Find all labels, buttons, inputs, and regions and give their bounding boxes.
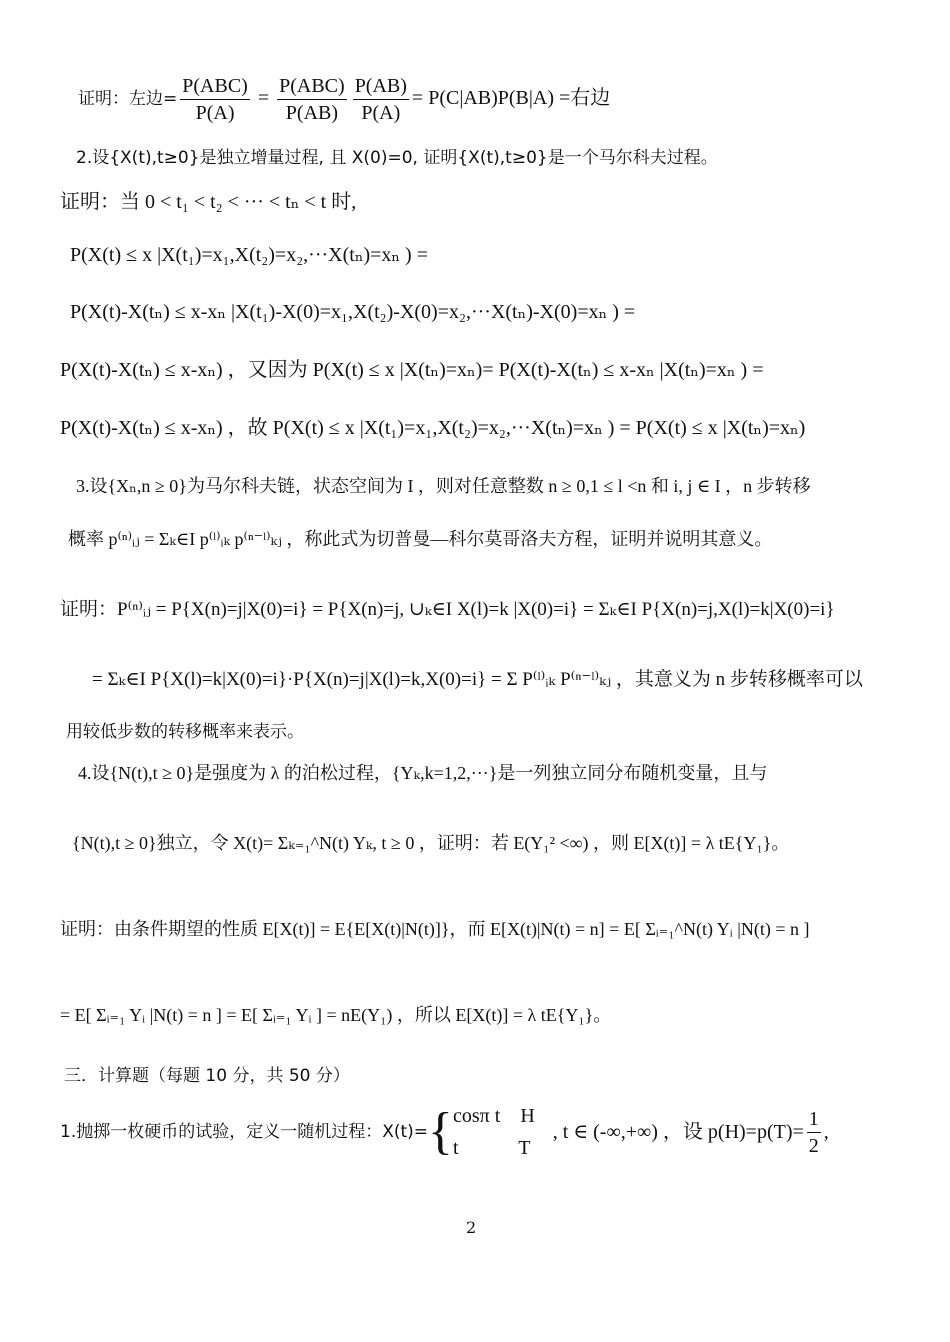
problem-3: 3.设{Xₙ,n ≥ 0}为马尔科夫链，状态空间为 I ，则对任意整数 n ≥ 0,1 ≤ l <n 和 i, j ∈ I ，n 步转移 bbox=[76, 476, 811, 496]
problem-3-cont: 概率 p⁽ⁿ⁾ᵢⱼ = Σₖ∈I p⁽ˡ⁾ᵢₖ p⁽ⁿ⁻ˡ⁾ₖⱼ ，称此式为切普曼—科尔莫哥洛夫方程，证明并说明其意义。 bbox=[68, 529, 773, 549]
fraction-1: $\frac{\text{P(ABC)}}{P(A)}$ bbox=[182, 75, 248, 124]
proof-label: 证明：左边= bbox=[78, 89, 178, 110]
proof-4-line-1: 证明：由条件期望的性质 E[X(t)] = E{E[X(t)|N(t)]}，而 E[X(t)|N(t) = n] = E[ Σᵢ₌₁^N(t) Yᵢ |N(t) = n ] bbox=[60, 919, 810, 939]
piecewise-cases bbox=[453, 1100, 535, 1164]
probability-fraction: $\frac{1}{2}$ bbox=[808, 1107, 819, 1157]
calc-problem-1 bbox=[60, 1100, 829, 1164]
fraction-3: $\frac{P(AB)}{P(A)}$ bbox=[354, 75, 407, 124]
page-number: 2 bbox=[466, 1218, 477, 1237]
proof-2-line-1: 证明：当 0 < t₁ < t₂ < ··· < tₙ < t 时, bbox=[60, 191, 357, 213]
fraction-2: $\frac{\text{P(ABC)}}{P(AB)}$ bbox=[279, 75, 345, 124]
calc-problem-1-tail: , bbox=[823, 1121, 829, 1143]
proof-2-line-2: P(X(t) ≤ x |X(t₁)=x₁,X(t₂)=x₂,···X(tₙ)=xₙ ) = bbox=[70, 244, 428, 266]
calc-problem-1-domain: , t ∈ (-∞,+∞) ，设 p(H)=p(T)= bbox=[552, 1121, 804, 1143]
proof-3-line-1: 证明：P⁽ⁿ⁾ᵢⱼ = P{X(n)=j|X(0)=i} = P{X(n)=j, ∪ₖ∈I X(l)=k |X(0)=i} = Σₖ∈I P{X(n)=j,X(l)=k|X(0)=i} bbox=[60, 599, 835, 620]
proof-line-1: 证明：左边= $\frac{\text{P(ABC)}}{P(A)}$ = $\frac{\text{P(ABC)}}{P(AB)}$ $\frac{P(AB)}{P(A)}$ = P(C|AB)P(B|A) =右边 bbox=[78, 75, 611, 124]
proof-2-line-4: P(X(t)-X(tₙ) ≤ x-xₙ) ，又因为 P(X(t) ≤ x |X(tₙ)=xₙ)= P(X(t)-X(tₙ) ≤ x-xₙ |X(tₙ)=xₙ ) = bbox=[60, 359, 764, 381]
calc-problem-1-prefix: 1.抛掷一枚硬币的试验，定义一随机过程：X(t)= bbox=[60, 1121, 429, 1142]
proof-2-line-5: P(X(t)-X(tₙ) ≤ x-xₙ) ，故 P(X(t) ≤ x |X(t₁)=x₁,X(t₂)=x₂,···X(tₙ)=xₙ ) = P(X(t) ≤ x |X(tₙ)=xₙ) bbox=[60, 417, 806, 439]
case-heads: cosπ t H bbox=[453, 1105, 535, 1127]
problem-2: 2.设{X(t),t≥0}是独立增量过程, 且 X(0)=0, 证明{X(t),t≥0}是一个马尔科夫过程。 bbox=[76, 148, 718, 168]
proof-line-1-tail: = P(C|AB)P(B|A) =右边 bbox=[411, 87, 611, 110]
proof-3-line-3: 用较低步数的转移概率来表示。 bbox=[66, 722, 304, 742]
proof-3-line-2: = Σₖ∈I P{X(l)=k|X(0)=i}·P{X(n)=j|X(l)=k,X(0)=i} = Σ P⁽ˡ⁾ᵢₖ P⁽ⁿ⁻ˡ⁾ₖⱼ ，其意义为 n 步转移概率可以 bbox=[92, 669, 863, 690]
proof-2-line-3: P(X(t)-X(tₙ) ≤ x-xₙ |X(t₁)-X(0)=x₁,X(t₂)-X(0)=x₂,···X(tₙ)-X(0)=xₙ ) = bbox=[70, 301, 636, 323]
section-heading-calculation: 三．计算题（每题 10 分，共 50 分） bbox=[64, 1066, 350, 1086]
proof-4-line-2: = E[ Σᵢ₌₁ Yᵢ |N(t) = n ] = E[ Σᵢ₌₁ Yᵢ ] = nE(Y₁) ，所以 E[X(t)] = λ tE{Y₁}。 bbox=[60, 1005, 612, 1025]
case-tails: t T bbox=[453, 1137, 531, 1159]
problem-4-cont: {N(t),t ≥ 0}独立，令 X(t)= Σₖ₌₁^N(t) Yₖ, t ≥ 0 ，证明：若 E(Y₁² <∞) ，则 E[X(t)] = λ tE{Y₁}。 bbox=[72, 833, 790, 853]
piecewise-brace: { bbox=[428, 1103, 454, 1160]
problem-4: 4.设{N(t),t ≥ 0}是强度为 λ 的泊松过程，{Yₖ,k=1,2,···}是一列独立同分布随机变量，且与 bbox=[78, 763, 768, 783]
